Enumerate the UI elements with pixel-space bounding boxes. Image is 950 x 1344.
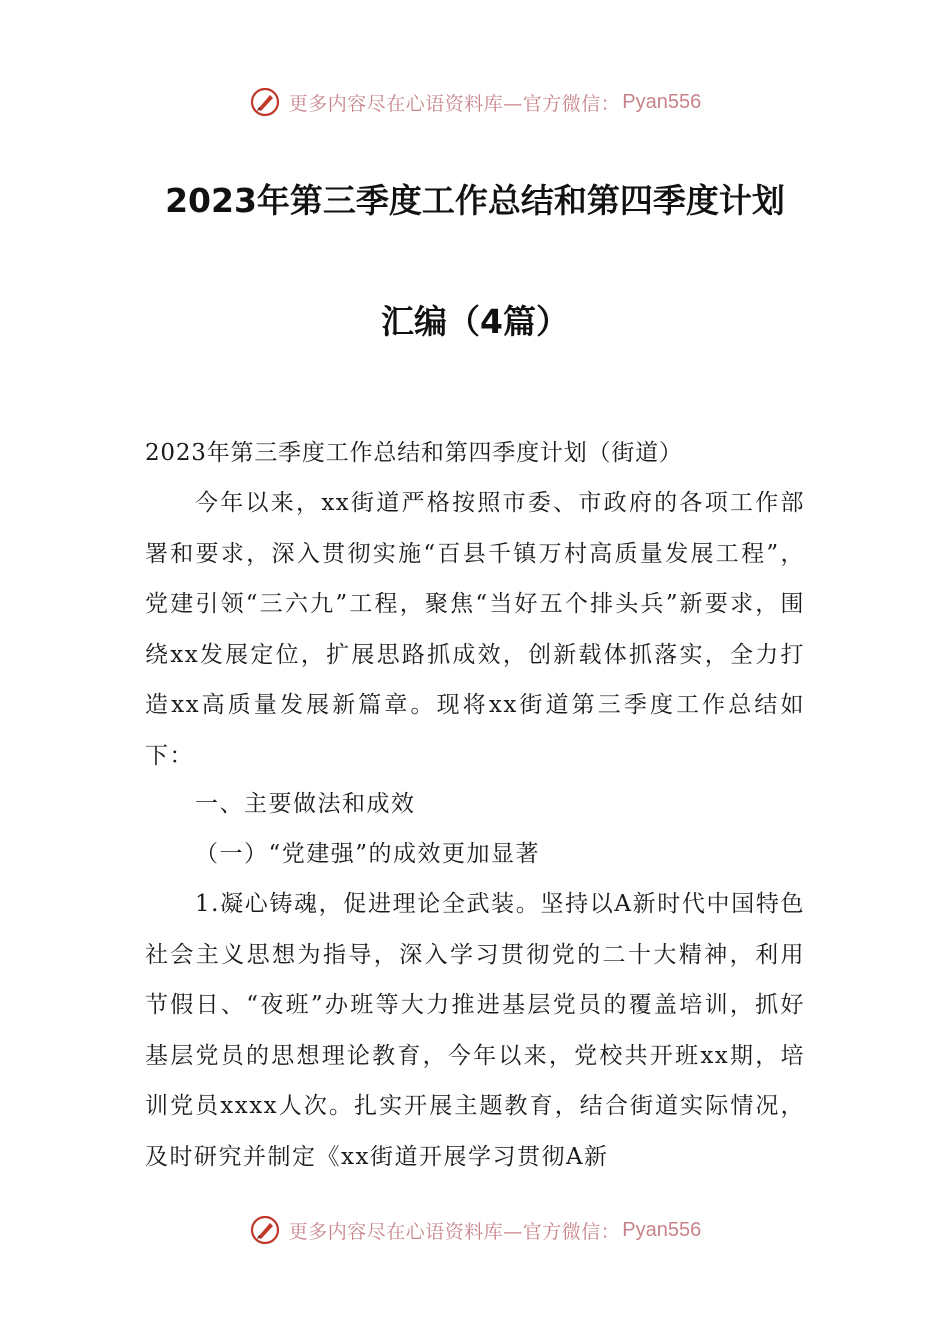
intro-paragraph: 今年以来，xx街道严格按照市委、市政府的各项工作部署和要求，深入贯彻实施“百县千镇万村高质量发展工程”，党建引领“三六九”工程，聚焦“当好五个排头兵”新要求，围绕xx发展定位，扩展思路抓成效，创新载体抓落实，全力打造xx高质量发展新篇章。现将xx街道第三季度工作总结如下： [145,490,805,769]
pen-circle-logo-icon [249,1214,281,1246]
document-title-line2: 汇编（4篇） [381,302,569,341]
subsection-heading: （一）“党建强”的成效更加显著 [195,841,541,867]
watermark-banner-bottom [0,1210,950,1250]
pen-circle-logo-icon [249,86,281,118]
document-title-line1: 2023年第三季度工作总结和第四季度计划 [165,181,785,220]
watermark-text: 更多内容尽在心语资料库—官方微信： [288,92,621,115]
watermark-banner-top [0,82,950,122]
watermark-text: 更多内容尽在心语资料库—官方微信： [288,1220,621,1243]
item-paragraph: 1.凝心铸魂，促进理论全武装。坚持以A新时代中国特色社会主义思想为指导，深入学习贯彻党的二十大精神，利用节假日、“夜班”办班等大力推进基层党员的覆盖培训，抓好基层党员的思想理论教育，今年以来，党校共开班xx期，培训党员xxxx人次。扎实开展主题教育，结合街道实际情况，及时研究并制定《xx街道开展学习贯彻A新 [145,891,805,1170]
section-heading: 一、主要做法和成效 [195,791,416,817]
watermark-wechat-id: Pyan556 [622,1218,702,1241]
watermark-wechat-id: Pyan556 [622,90,702,113]
document-subtitle: 2023年第三季度工作总结和第四季度计划（街道） [145,440,683,466]
